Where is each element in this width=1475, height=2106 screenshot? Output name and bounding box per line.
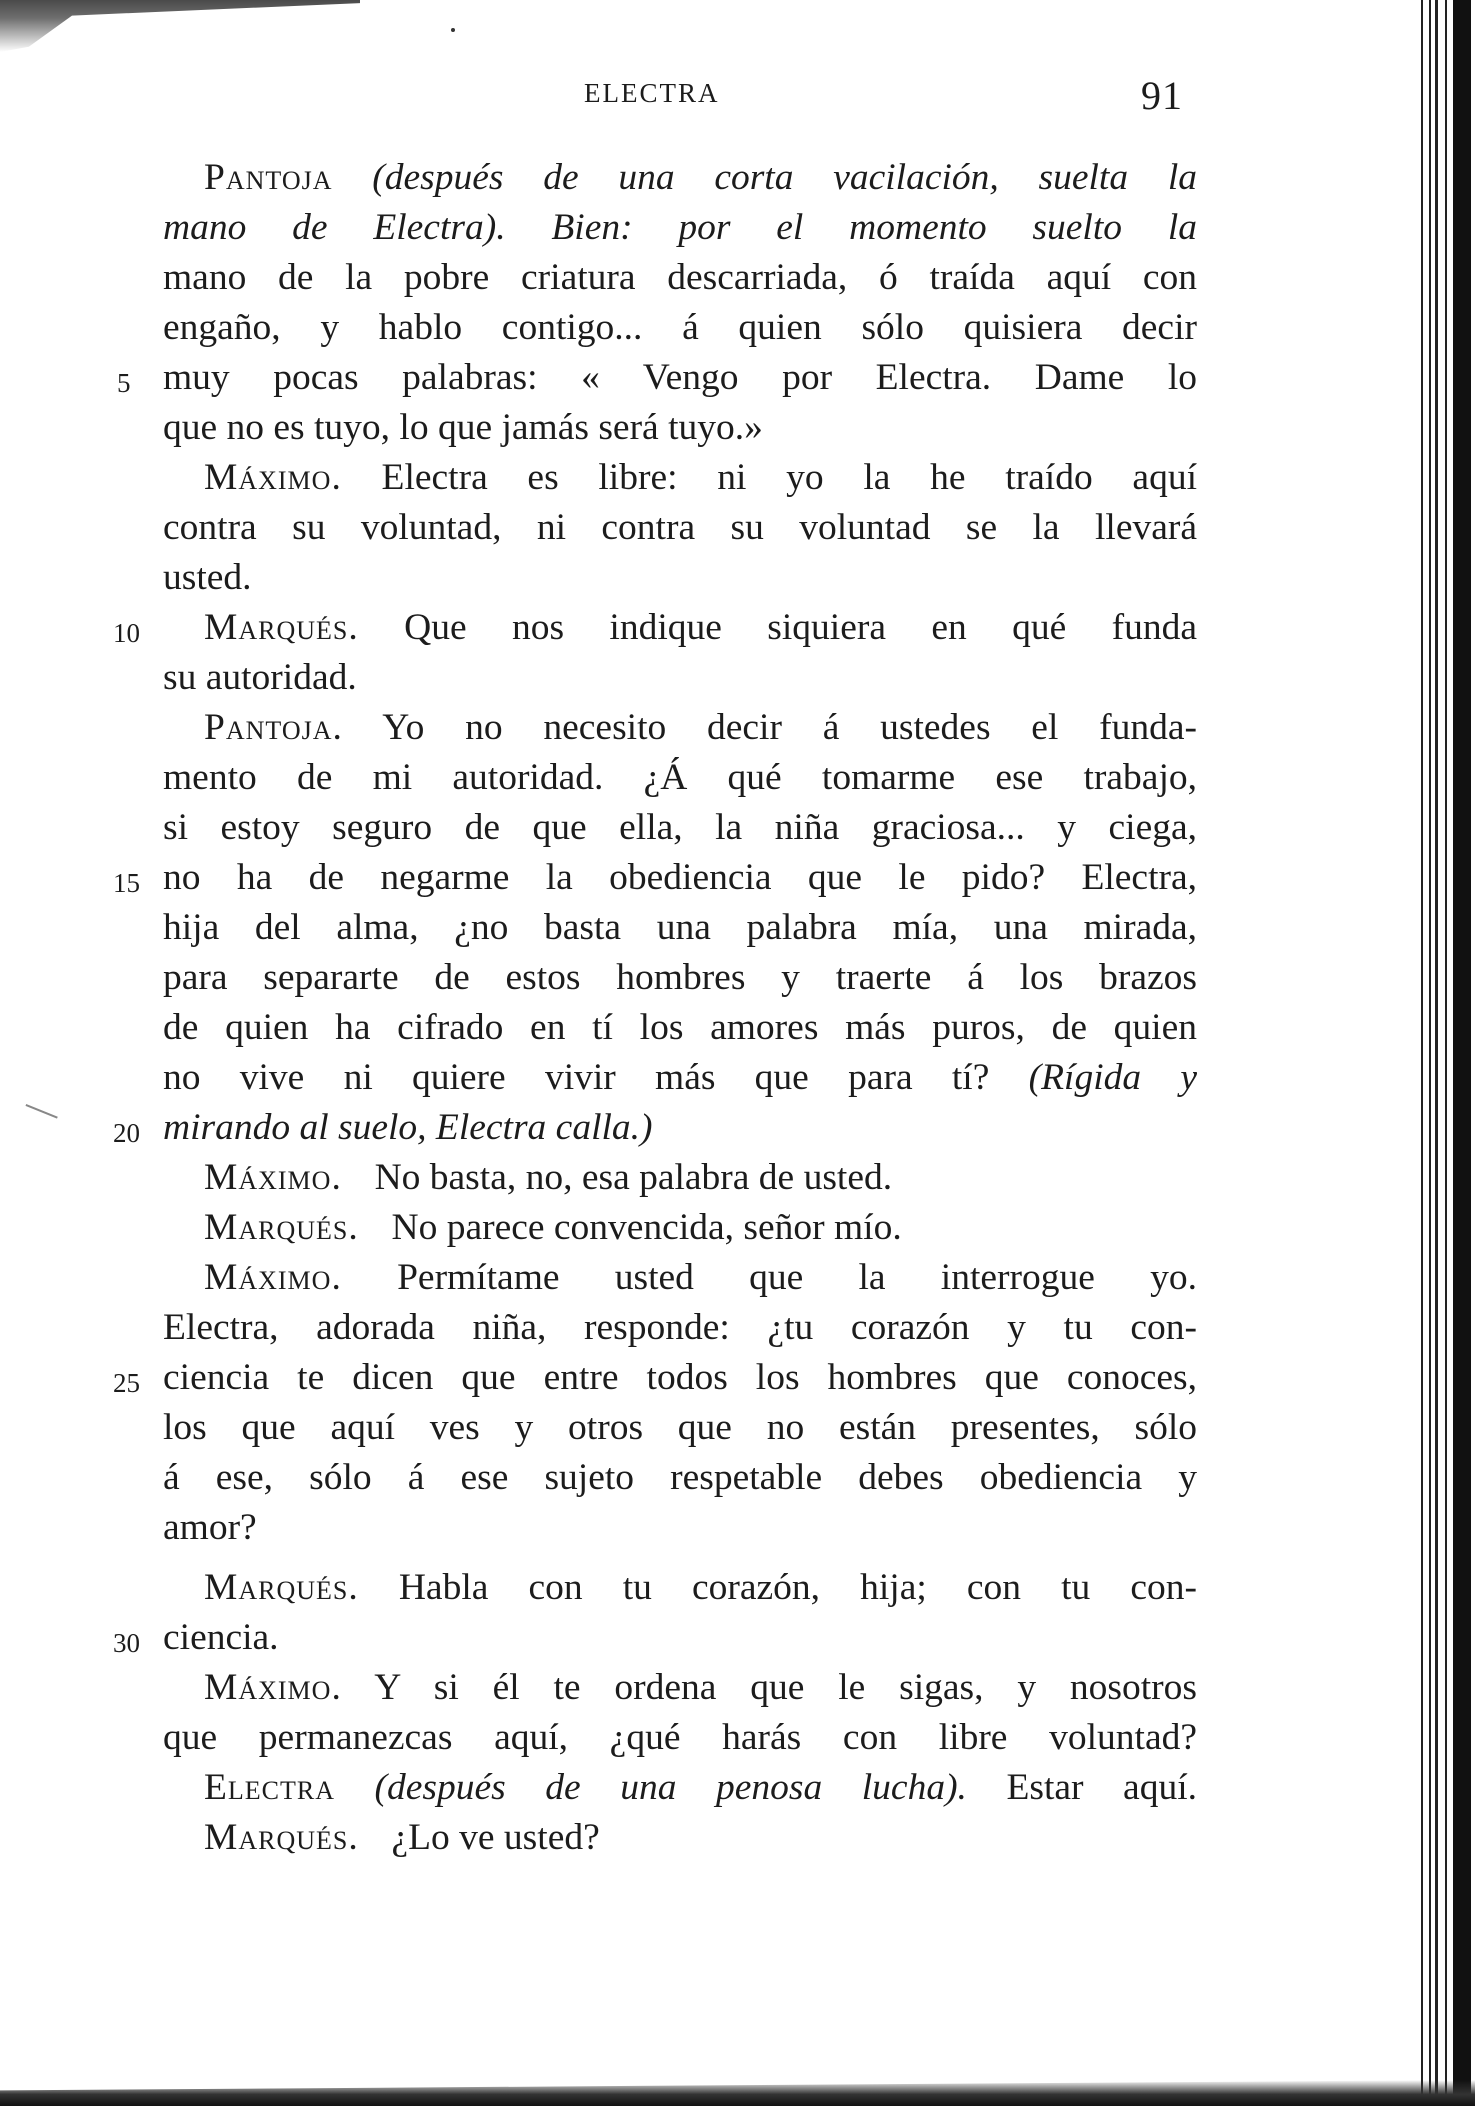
text-line: si estoy seguro de que ella, la niña graciosa... y ciega, — [163, 807, 1197, 848]
speech-text: no vive ni quiere vivir más que para tí? — [163, 1057, 990, 1098]
margin-mark — [25, 1087, 64, 1118]
speaker-name: Marqués. — [204, 1817, 359, 1858]
speech-text: Electra es libre: ni yo la he traído aquí — [381, 457, 1197, 498]
book-binding-edge — [1415, 0, 1475, 2106]
speaker-name: Máximo. — [204, 1157, 342, 1198]
text-line: ciencia te dicen que entre todos los hombres que conoces, — [163, 1357, 1197, 1398]
line-number: 10 — [113, 618, 140, 648]
speaker-name: Pantoja. — [204, 707, 343, 748]
line-number: 25 — [113, 1368, 140, 1398]
text-line: contra su voluntad, ni contra su voluntad se la llevará — [163, 507, 1197, 548]
speaker-name: Pantoja — [204, 157, 333, 198]
text-line: usted. — [163, 557, 252, 598]
text-line: hija del alma, ¿no basta una palabra mía, una mirada, — [163, 907, 1197, 948]
scan-shadow-bottom — [0, 2080, 1475, 2106]
text-line: ciencia. — [163, 1617, 279, 1658]
text-line — [163, 1664, 1197, 1712]
text-line — [163, 1154, 1197, 1202]
stage-direction: (después de una penosa lucha). — [374, 1767, 967, 1808]
text-line: su autoridad. — [163, 657, 357, 698]
text-line: que permanezcas aquí, ¿qué harás con libre voluntad? — [163, 1717, 1197, 1758]
text-line — [163, 454, 1197, 502]
text-line: á ese, sólo á ese sujeto respetable debes obediencia y — [163, 1457, 1197, 1498]
text-line — [163, 604, 1197, 652]
binding-line — [1445, 0, 1447, 2106]
speaker-name: Máximo. — [204, 1667, 342, 1708]
text-line — [163, 1254, 1197, 1302]
text-line: amor? — [163, 1507, 257, 1548]
speech-text: Yo no necesito decir á ustedes el funda- — [382, 707, 1198, 748]
text-line: para separarte de estos hombres y traerte á los brazos — [163, 957, 1197, 998]
binding-line — [1435, 0, 1438, 2106]
line-number: 20 — [113, 1118, 140, 1148]
text-line — [163, 1564, 1197, 1612]
speaker-name: Marqués. — [204, 1207, 359, 1248]
text-line — [163, 1764, 1197, 1812]
text-line: mano de la pobre criatura descarriada, ó traída aquí con — [163, 257, 1197, 298]
text-line — [163, 1814, 1197, 1862]
binding-line — [1453, 0, 1471, 2106]
text-line — [163, 704, 1197, 752]
text-line: muy pocas palabras: « Vengo por Electra. Dame lo — [163, 357, 1197, 398]
text-line: mirando al suelo, Electra calla.) — [163, 1107, 653, 1148]
text-line — [163, 154, 1197, 202]
text-line: mento de mi autoridad. ¿Á qué tomarme ese trabajo, — [163, 757, 1197, 798]
running-head — [0, 73, 1475, 118]
text-line: no ha de negarme la obediencia que le pido? Electra, — [163, 857, 1197, 898]
speech-text: Habla con tu corazón, hija; con tu con- — [398, 1567, 1198, 1608]
speech-text: ¿Lo ve usted? — [391, 1817, 600, 1858]
stage-direction: (Rígida y — [1028, 1057, 1198, 1098]
speech-text: Permítame usted que la interrogue yo. — [397, 1257, 1197, 1298]
scan-speck — [451, 28, 455, 32]
line-number: 5 — [117, 368, 131, 398]
line-number: 30 — [113, 1628, 140, 1658]
speech-text: No parece convencida, señor mío. — [391, 1207, 902, 1248]
speech-text: No basta, no, esa palabra de usted. — [374, 1157, 893, 1198]
speech-text: Que nos indique siquiera en qué funda — [404, 607, 1197, 648]
text-line: los que aquí ves y otros que no están presentes, sólo — [163, 1407, 1197, 1448]
text-line: mano de Electra). Bien: por el momento suelto la — [163, 207, 1197, 248]
scan-shadow-top-left — [0, 0, 360, 52]
speech-text: Estar aquí. — [1006, 1767, 1197, 1808]
speaker-name: Marqués. — [204, 1567, 359, 1608]
running-title: ELECTRA — [584, 78, 720, 108]
binding-line — [1421, 0, 1423, 2106]
text-line: que no es tuyo, lo que jamás será tuyo.» — [163, 407, 763, 448]
speaker-name: Máximo. — [204, 1257, 342, 1298]
text-line: de quien ha cifrado en tí los amores más puros, de quien — [163, 1007, 1197, 1048]
stage-direction: (después de una corta vacilación, suelta la — [372, 157, 1198, 198]
text-line — [163, 1204, 1197, 1252]
text-line: Electra, adorada niña, responde: ¿tu corazón y tu con- — [163, 1307, 1197, 1348]
speech-text: Y si él te ordena que le sigas, y nosotros — [374, 1667, 1197, 1708]
speaker-name: Marqués. — [204, 607, 359, 648]
page-number: 91 — [1141, 73, 1183, 118]
text-line: engaño, y hablo contigo... á quien sólo quisiera decir — [163, 307, 1197, 348]
line-number: 15 — [113, 868, 140, 898]
text-line — [163, 1054, 1197, 1102]
binding-line — [1429, 0, 1431, 2106]
speaker-name: Electra — [204, 1767, 336, 1808]
speaker-name: Máximo. — [204, 457, 342, 498]
